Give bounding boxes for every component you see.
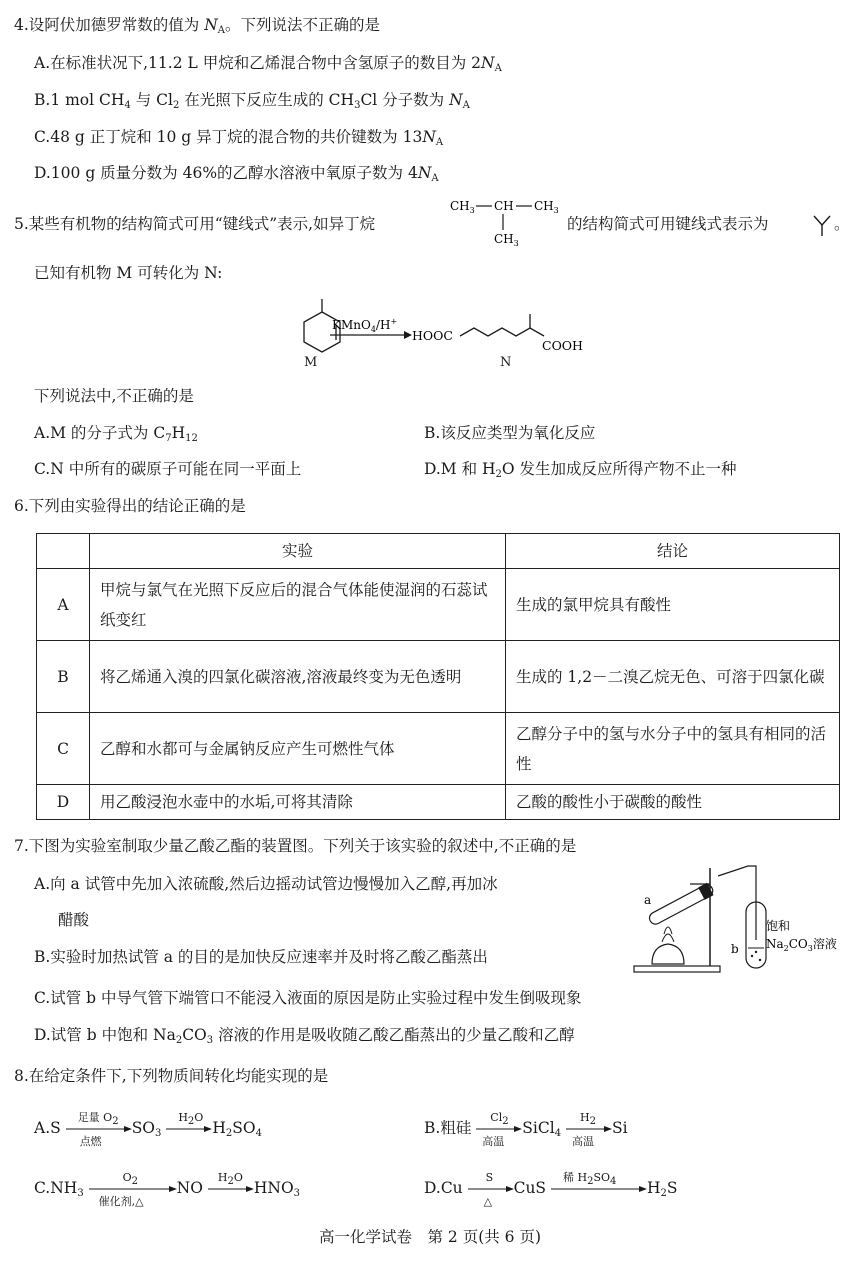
q8-option-a: A.S 足量 $O_2$ 点燃 $SO_3$ $H_2O$ $H_2SO_4$ — [34, 1111, 262, 1148]
tube-b-label: b — [731, 942, 739, 956]
q6-stem: 6.下列由实验得出的结论正确的是 — [14, 497, 246, 515]
q8-option-b: B.粗硅 $Cl_2$ 高温 SiCl$_4$ $H_2$ 高温 Si — [424, 1111, 628, 1148]
label-m: M — [304, 355, 318, 370]
q7-option-d: D.试管 b 中饱和 $Na_2CO_3$ 溶液的作用是吸收随乙酸乙酯蒸出的少量乙酸和乙醇 — [34, 1026, 575, 1046]
q7-option-a-line1: A.向 a 试管中先加入浓硫酸,然后边摇动试管边慢慢加入乙醇,再加冰 — [34, 875, 498, 893]
page-footer: 高一化学试卷 第 2 页(共 6 页) — [318, 1228, 542, 1246]
row-key: B — [37, 641, 90, 713]
label-n: N — [500, 355, 512, 370]
q5-given: 已知有机物 M 可转化为 N: — [34, 264, 223, 282]
q4-stem: 4.设阿伏加德罗常数的值为 $N_A$。下列说法不正确的是 — [14, 16, 381, 36]
svg-text:CH3: $CH_3$ — [450, 199, 475, 215]
q5-option-a: A.M 的分子式为 $C_7H_{12}$ — [34, 424, 198, 444]
q7-option-c: C.试管 b 中导气管下端管口不能浸入液面的原因是防止实验过程中发生倒吸现象 — [34, 989, 582, 1007]
q8-option-d: D.Cu S △ CuS 稀 $H_2SO_4$ $H_2S$ — [424, 1171, 678, 1208]
q5-question: 下列说法中,不正确的是 — [34, 387, 194, 405]
q7-option-a-line2: 醋酸 — [58, 911, 90, 929]
q4-option-c: C.48 g 正丁烷和 10 g 异丁烷的混合物的共价键数为 $13N_A$ — [34, 128, 444, 148]
row-key: A — [37, 569, 90, 641]
q4-option-a: A.在标准状况下,11.2 L 甲烷和乙烯混合物中含氢原子的数目为 $2N_A$ — [34, 54, 502, 74]
cooh-group: COOH — [542, 338, 583, 353]
q5-stem-part1: 5.某些有机物的结构简式可用“键线式”表示,如异丁烷 — [14, 215, 376, 233]
svg-text:CH: CH — [494, 199, 514, 213]
solution-label: $Na_2CO_3$溶液 — [766, 937, 837, 953]
row-experiment: 乙醇和水都可与金属钠反应产生可燃性气体 — [90, 713, 506, 785]
hooc-group: HOOC — [412, 328, 453, 343]
saturated-label: 饱和 — [766, 919, 791, 933]
svg-text:CH3: $CH_3$ — [494, 232, 519, 248]
q8-option-c: $C.NH_3$ $O_2$ 催化剂,△ NO $H_2O$ $HNO_3$ — [34, 1171, 301, 1208]
isobutane-structure — [448, 196, 568, 248]
table-row — [37, 785, 840, 820]
header-conclusion: 结论 — [506, 534, 840, 569]
row-key: D — [37, 785, 90, 820]
row-experiment: 甲烷与氯气在光照下反应后的混合气体能使湿润的石蕊试纸变红 — [90, 569, 506, 641]
table-row — [37, 713, 840, 785]
experiment-table — [36, 533, 840, 820]
q7-option-b: B.实验时加热试管 a 的目的是加快反应速率并及时将乙酸乙酯蒸出 — [34, 948, 488, 966]
q7-stem: 7.下图为实验室制取少量乙酸乙酯的装置图。下列关于该实验的叙述中,不正确的是 — [14, 837, 577, 855]
row-conclusion: 乙酸的酸性小于碳酸的酸性 — [506, 785, 840, 820]
row-experiment: 将乙烯通入溴的四氯化碳溶液,溶液最终变为无色透明 — [90, 641, 506, 713]
table-header-row — [37, 534, 840, 569]
q5-stem-end: 。 — [834, 215, 850, 233]
apparatus-figure — [632, 860, 847, 978]
table-row — [37, 569, 840, 641]
row-experiment: 用乙酸浸泡水壶中的水垢,可将其清除 — [90, 785, 506, 820]
q5-stem-part2: 的结构简式可用键线式表示为 — [567, 215, 769, 233]
row-conclusion: 生成的 1,2－二溴乙烷无色、可溶于四氯化碳 — [506, 641, 840, 713]
header-experiment: 实验 — [90, 534, 506, 569]
row-key: C — [37, 713, 90, 785]
q8-stem: 8.在给定条件下,下列物质间转化均能实现的是 — [14, 1067, 329, 1085]
reagent-label: KMnO$_4$/H+ — [332, 317, 398, 334]
table-row — [37, 641, 840, 713]
q5-option-c: C.N 中所有的碳原子可能在同一平面上 — [34, 460, 302, 478]
row-conclusion: 乙醇分子中的氢与水分子中的氢具有相同的活性 — [506, 713, 840, 785]
q4-option-d: D.100 g 质量分数为 46%的乙醇水溶液中氧原子数为 $4N_A$ — [34, 164, 439, 184]
q5-option-b: B.该反应类型为氧化反应 — [424, 424, 596, 442]
tube-a-label: a — [644, 893, 652, 907]
isobutane-skeletal-icon — [812, 214, 834, 238]
q5-option-d: D.M 和 $H_2O$ 发生加成反应所得产物不止一种 — [424, 460, 737, 480]
svg-text:CH3: $CH_3$ — [534, 199, 559, 215]
header-blank — [37, 534, 90, 569]
q4-option-b: B.1 mol $CH_4$ 与 $Cl_2$ 在光照下反应生成的 $CH_3Cl$ 分子数为 $N_A$ — [34, 91, 470, 111]
reaction-scheme — [292, 296, 602, 376]
row-conclusion: 生成的氯甲烷具有酸性 — [506, 569, 840, 641]
